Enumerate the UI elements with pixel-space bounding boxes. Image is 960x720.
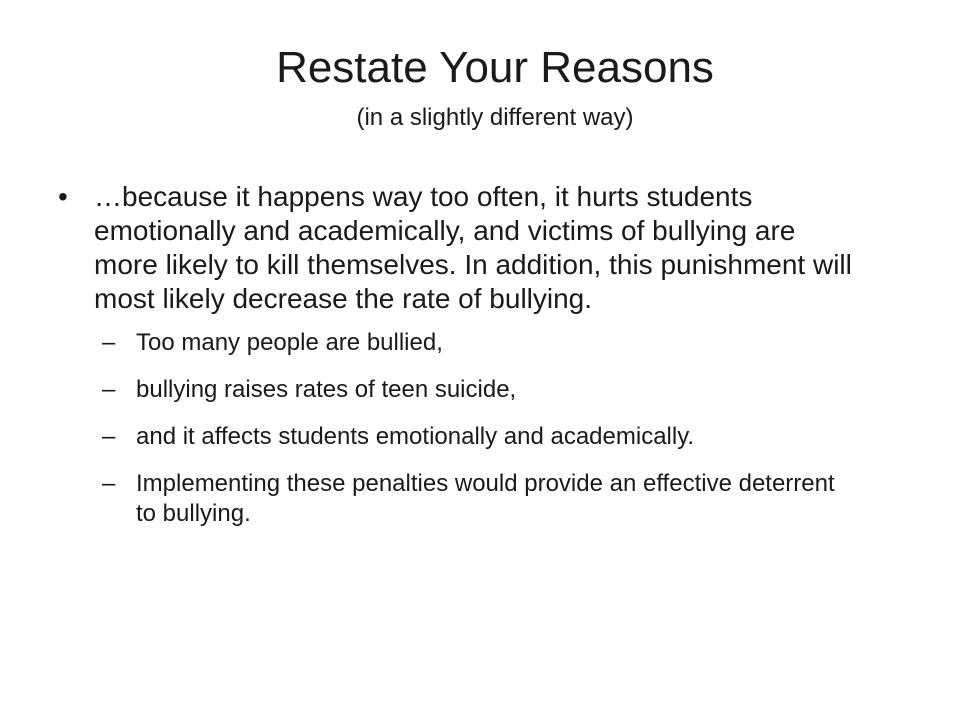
sub-bullet-text: and it affects students emotionally and academically. (136, 423, 695, 450)
bullet-dot-icon: • (58, 181, 68, 212)
sub-bullet-item (102, 422, 858, 452)
title-block (0, 40, 960, 134)
sub-bullet-item (102, 328, 858, 358)
dash-icon: – (102, 376, 116, 403)
sub-bullet-item (102, 375, 858, 405)
sub-bullet-text: Implementing these penalties would provide an effective deterrent to bullying. (136, 470, 835, 527)
main-bullet (58, 180, 858, 316)
slide-subtitle: (in a slightly different way) (356, 104, 634, 131)
dash-icon: – (102, 423, 116, 450)
sub-bullet-list (58, 328, 858, 529)
dash-icon: – (102, 329, 116, 356)
slide-title: Restate Your Reasons (276, 43, 714, 92)
sub-bullet-item (102, 469, 858, 529)
main-bullet-text: …because it happens way too often, it hurts students emotionally and academically, and victims of bullying are more likely to kill themselves. In addition, this punishment will most likely decrease the rate of bullying. (94, 181, 852, 314)
dash-icon: – (102, 470, 116, 497)
sub-bullet-text: Too many people are bullied, (136, 329, 443, 356)
sub-bullet-text: bullying raises rates of teen suicide, (136, 376, 517, 403)
slide-body (58, 180, 858, 546)
